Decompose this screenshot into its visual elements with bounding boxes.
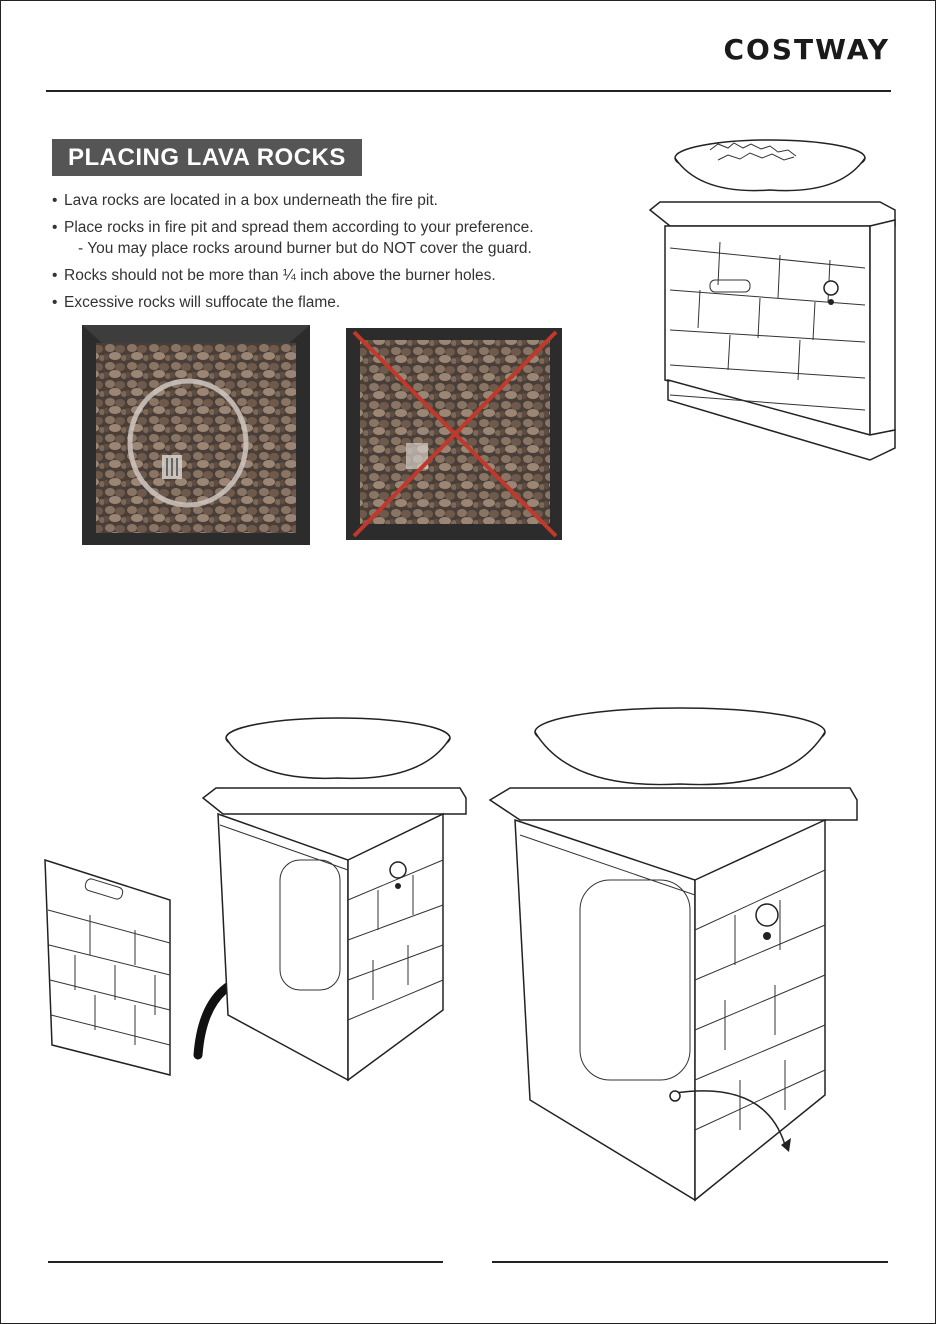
- correct-rocks-photo: [82, 325, 310, 545]
- control-knob-icon: [824, 281, 838, 295]
- incorrect-rocks-photo: [346, 328, 562, 540]
- instruction-item: • Excessive rocks will suffocate the flame.: [52, 294, 341, 311]
- footer-divider-right: [492, 1261, 888, 1263]
- instruction-item: • Rocks should not be more than ¼ inch above the burner holes.: [52, 267, 496, 284]
- instruction-list: [52, 190, 652, 319]
- control-knob-icon: [390, 862, 406, 878]
- costway-logo: COSTWAY: [723, 33, 890, 66]
- instruction-item: • Lava rocks are located in a box underneath the fire pit.: [52, 192, 438, 209]
- instruction-subitem: - You may place rocks around burner but do NOT cover the guard.: [78, 240, 532, 257]
- header-divider: [46, 90, 891, 92]
- section-title: PLACING LAVA ROCKS: [52, 139, 362, 176]
- fire-pit-illustration: [640, 130, 905, 485]
- footer-divider-left: [48, 1261, 443, 1263]
- control-knob-icon: [756, 904, 778, 926]
- side-panel-illustration: [40, 855, 180, 1080]
- fire-pit-tank-large-illustration: [485, 700, 860, 1205]
- fire-pit-tank-illustration: [198, 710, 473, 1085]
- gas-valve-icon: [670, 1091, 680, 1101]
- instruction-item: • Place rocks in fire pit and spread them according to your preference.: [52, 219, 534, 236]
